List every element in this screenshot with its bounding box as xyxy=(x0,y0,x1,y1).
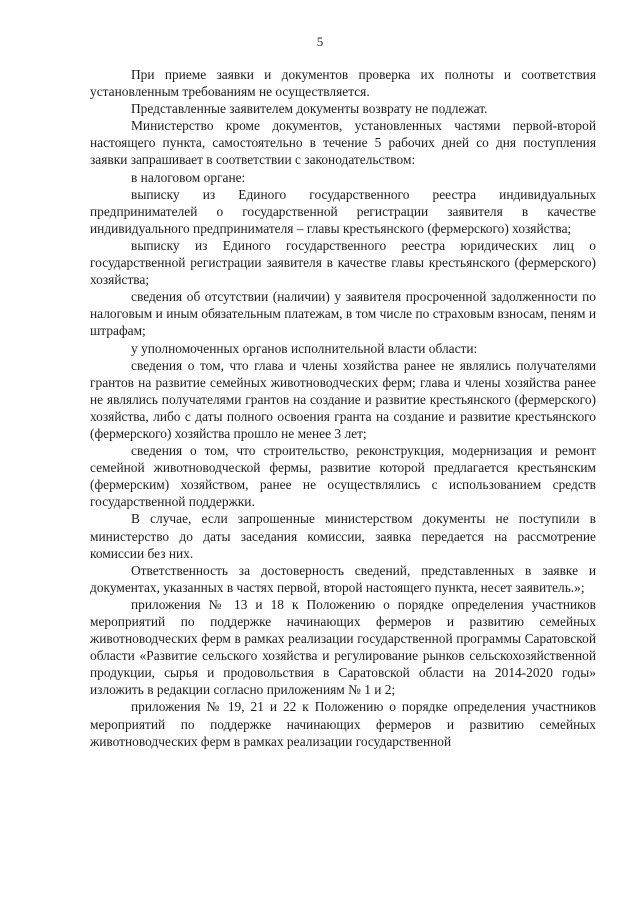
paragraph: сведения о том, что строительство, реконструкция, модернизация и ремонт семейной животноводческой фермы, развитие которой предлагается крестьянским (фермерским) хозяйством, ранее не осуществлялись с использованием средств государственной поддержки. xyxy=(90,443,596,510)
paragraph: сведения о том, что глава и члены хозяйства ранее не являлись получателями грантов на развитие семейных животноводческих ферм; глава и члены хозяйства ранее не являлись получателями грантов на создание и развитие крестьянского (фермерского) хозяйства, либо с даты полного освоения гранта на создание и развитие крестьянского (фермерского) хозяйства прошло не менее 3 лет; xyxy=(90,357,596,441)
paragraph: у уполномоченных органов исполнительной власти области: xyxy=(131,340,478,356)
paragraph: В случае, если запрошенные министерством документы не поступили в министерство до даты заседания комиссии, заявка передается на рассмотрение комиссии без них. xyxy=(90,511,596,561)
paragraph: Ответственность за достоверность сведений, представленных в заявке и документах, указанных в частях первой, второй настоящего пункта, несет заявитель.»; xyxy=(90,562,596,595)
paragraph: Представленные заявителем документы возврату не подлежат. xyxy=(131,101,488,117)
paragraph: сведения об отсутствии (наличии) у заявителя просроченной задолженности по налоговым и иным обязательным платежам, в том числе по страховым взносам, пеням и штрафам; xyxy=(90,289,596,339)
paragraph: приложения № 19, 21 и 22 к Положению о порядке определения участников мероприятий по поддержке начинающих фермеров и развитию семейных животноводческих ферм в рамках реализации государственной xyxy=(90,699,596,749)
paragraph: в налоговом органе: xyxy=(131,169,246,185)
page-number: 5 xyxy=(316,34,324,49)
paragraph: приложения № 13 и 18 к Положению о порядке определения участников мероприятий по поддержке начинающих фермеров и развитию семейных животноводческих ферм в рамках реализации государственной программы Саратовской области «Развитие сельского хозяйства и регулирование рынков сельскохозяйственной продукции, сырья и продовольствия в Саратовской области на 2014-2020 годы» изложить в редакции согласно приложениям № 1 и 2; xyxy=(90,596,596,698)
paragraph: выписку из Единого государственного реестра юридических лиц о государственной регистрации заявителя в качестве главы крестьянского (фермерского) хозяйства; xyxy=(90,237,596,288)
paragraph: выписку из Единого государственного реестра индивидуальных предпринимателей о государственной регистрации заявителя в качестве индивидуального предпринимателя – главы крестьянского (фермерского) хозяйства; xyxy=(90,186,596,236)
paragraph: При приеме заявки и документов проверка их полноты и соответствия установленным требованиям не осуществляется. xyxy=(90,67,596,100)
document-body xyxy=(90,66,596,750)
paragraph: Министерство кроме документов, установленных частями первой-второй настоящего пункта, самостоятельно в течение 5 рабочих дней со дня поступления заявки запрашивает в соответствии с законодательством: xyxy=(90,118,596,168)
